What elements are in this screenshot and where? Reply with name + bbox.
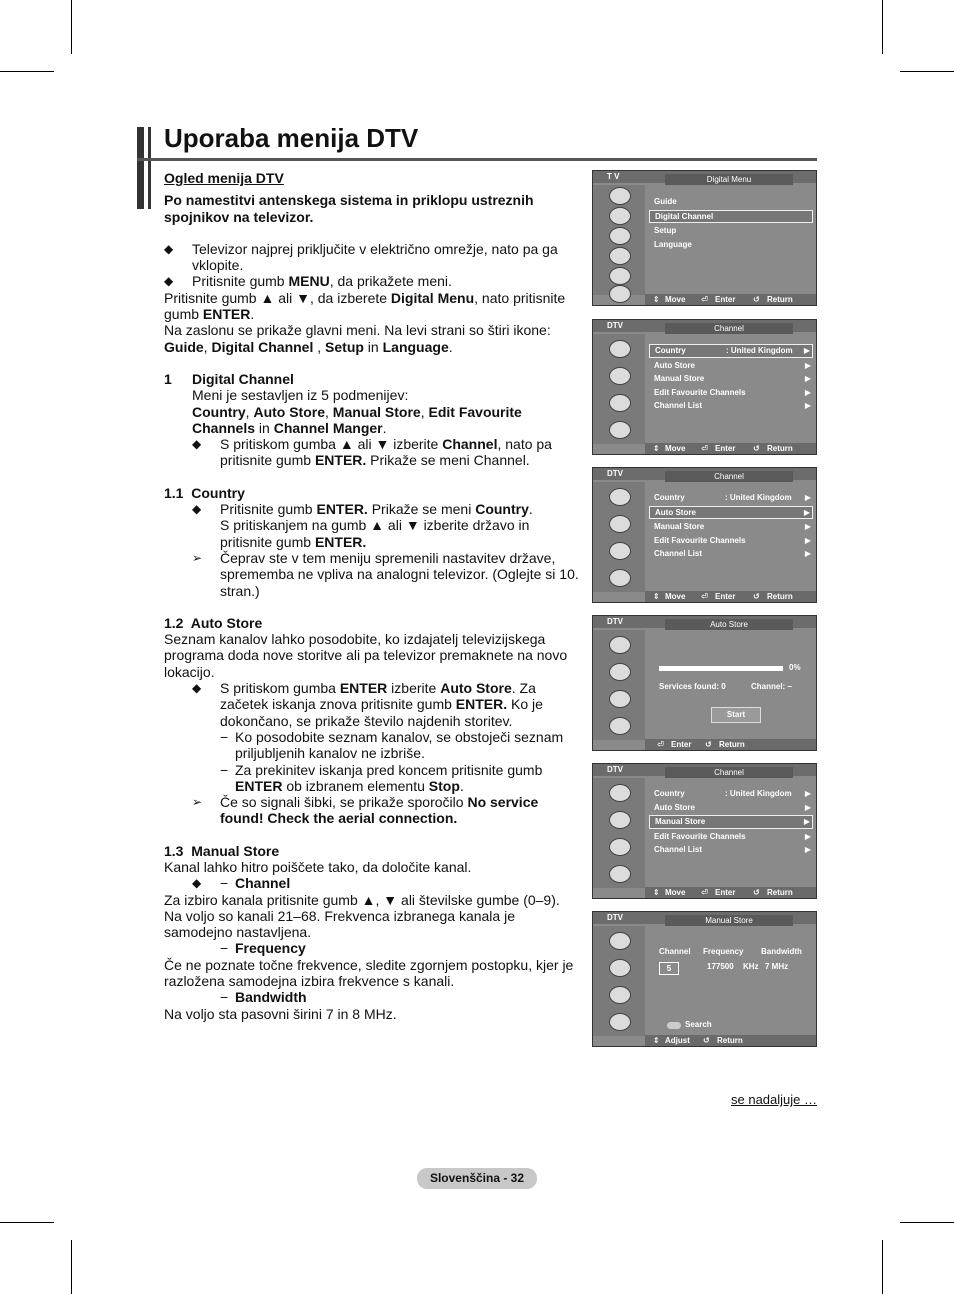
channel-readout: Channel: – [751,682,792,691]
hint-return: Return [767,592,793,601]
screen-title: Auto Store [665,619,793,630]
hint-return: Return [767,295,793,304]
hint-enter-icon: ⏎ [701,444,708,453]
list-item: − Za prekinitev iskanja pred koncem pritisnite gumb ENTER ob izbranem elementu Stop. [220,761,543,794]
hint-return-icon: ↺ [705,740,712,749]
guide-icon [609,932,631,950]
hint-enter: Enter [715,295,736,304]
menu-item[interactable] [649,372,813,386]
arrow-right-icon: ▶ [804,493,811,502]
list-item: − Ko posodobite seznam kanalov, se obstoječi seznam priljubljenih kanalov ne izbriše. [220,728,564,762]
crop-mark [882,0,883,54]
list-item: ◆ Televizor najprej priključite v električno omrežje, nato pa ga vklopite. [164,240,558,274]
menu-item-label: Channel List [654,845,703,854]
screen-manual-store [592,911,817,1047]
body-text [164,170,584,1022]
list-item: ◆ S pritiskom gumba ENTER izberite Auto Store. Za začetek iskanja znova pritisnite gumb ENTER. Ko je dokončano, se prikaže število najdenih storitev. [192,680,543,729]
screen-title: Channel [665,767,793,778]
progress-bar [659,666,783,671]
menu-item[interactable] [649,534,813,548]
menu-item[interactable] [649,399,813,413]
screen-digital-menu [592,170,817,306]
channel-icon [609,663,631,681]
arrow-right-icon: ▶ [804,802,811,812]
arrow-right-icon: ▶ [804,845,811,854]
crop-mark [0,1222,54,1223]
hint-return: Return [767,444,793,453]
country-value: : United Kingdom [726,346,793,355]
hint-enter-icon: ⏎ [657,740,664,749]
hint-return-icon: ↺ [753,888,760,897]
hint-adjust-icon: ⇕ [653,1036,660,1045]
arrow-right-icon: ▶ [803,346,810,355]
paragraph: Kanal lahko hitro poiščete tako, da določite kanal. [164,858,472,875]
hint-return-icon: ↺ [753,444,760,453]
menu-item-label: Channel List [654,549,703,558]
menu-item[interactable] [649,843,813,857]
screen-tag: DTV [607,913,623,922]
gear-icon [609,690,631,708]
paragraph: Na voljo sta pasovni širini 7 in 8 MHz. [164,1005,397,1022]
arrow-right-icon: ▶ [804,401,811,410]
paragraph: Če ne poznate točne frekvence, sledite zgornjem postopku, kjer je razložena samodejna izbira frekvence s kanali. [164,956,574,990]
crop-mark [900,71,954,72]
hint-move-icon: ⇕ [653,592,660,601]
arrow-right-icon: ▶ [804,522,811,531]
country-value: : United Kingdom [725,789,792,798]
menu-item-label: Auto Store [654,802,695,812]
menu-item[interactable] [649,520,813,534]
list-item: − Bandwidth [220,989,307,1006]
menu-item-label: Channel List [654,401,703,410]
col-channel: Channel [659,947,691,956]
list-item: − Frequency [220,940,306,957]
channel-icon [609,367,631,385]
search-button-icon[interactable] [667,1022,681,1029]
title-rule [137,158,817,161]
gear-icon [609,394,631,412]
hint-enter-icon: ⏎ [701,592,708,601]
crop-mark [882,1240,883,1294]
subsection-heading: 1.1 Country [164,484,245,501]
setup-icon [609,227,631,245]
arrow-right-icon: ▶ [804,549,811,558]
menu-item[interactable]: Digital Channel [649,210,813,224]
arrow-right-icon: ▶ [803,507,810,517]
list-item: ◆ S pritiskom gumba ▲ ali ▼ izberite Channel, nato pa pritisnite gumb ENTER. Prikaže se meni Channel. [192,436,552,469]
language-icon [609,717,631,735]
menu-item-label: Country [654,789,685,798]
hint-move: Move [665,592,686,601]
note: ➢ Čeprav ste v tem meniju spremenili nastavitev države, sprememba ne vpliva na analogni televizor. (Oglejte si 10. stran.) [192,549,579,599]
menu-item-label: Edit Favourite Channels [654,535,746,545]
menu-item[interactable] [649,801,813,815]
crop-mark [0,71,54,72]
menu-item[interactable]: Setup [654,226,677,235]
arrow-right-icon: ▶ [804,831,811,841]
menu-item-label: Manual Store [654,374,705,383]
hint-return: Return [767,888,793,897]
frequency-value: 177500 [707,962,734,971]
screen-channel-auto-store [592,467,817,603]
hint-return-icon: ↺ [753,295,760,304]
hint-enter: Enter [715,592,736,601]
hint-return-icon: ↺ [753,592,760,601]
menu-item[interactable] [649,491,813,505]
subsection-heading: 1.3 Manual Store [164,842,280,859]
hint-return: Return [717,1036,743,1045]
hint-move: Move [665,444,686,453]
guide-icon [609,187,631,205]
progress-percent: 0% [789,663,801,672]
screen-tag: DTV [607,321,623,330]
hint-enter-icon: ⏎ [701,888,708,897]
crop-mark [900,1222,954,1223]
gear-icon [609,542,631,560]
menu-item[interactable] [649,344,813,358]
channel-value-field[interactable]: 5 [659,962,679,975]
screen-tag: DTV [607,617,623,626]
gear-icon [609,986,631,1004]
menu-item-label: Auto Store [654,360,695,370]
arrow-right-icon: ▶ [804,789,811,798]
screen-tag: DTV [607,469,623,478]
screen-channel-manual-store [592,763,817,899]
screen-title: Channel [665,471,793,482]
language-icon [609,267,631,285]
gear-icon [609,838,631,856]
page-footer: Slovenščina - 32 [417,1168,537,1189]
channel-icon [609,515,631,533]
menu-item-label: Manual Store [654,522,705,531]
menu-item[interactable]: Guide [654,197,677,206]
screen-title: Channel [665,323,793,334]
hint-move: Move [665,295,686,304]
hint-enter: Enter [715,888,736,897]
arrow-right-icon: ▶ [803,817,810,826]
menu-item[interactable] [649,547,813,561]
language-icon [609,1013,631,1031]
menu-item-label: Edit Favourite Channels [654,831,746,841]
frequency-unit: KHz [743,962,759,971]
menu-item-label: Country [654,493,685,502]
menu-item[interactable] [649,359,813,373]
page-title: Uporaba menija DTV [164,123,419,153]
channel-icon [609,207,631,225]
hint-return: Return [719,740,745,749]
hint-move-icon: ⇕ [653,295,660,304]
arrow-right-icon: ▶ [804,360,811,370]
list-item: ◆ Pritisnite gumb MENU, da prikažete meni. [164,273,452,290]
intro-text: Po namestitvi antenskega sistema in priklopu ustreznih spojnikov na televizor. [164,192,534,225]
search-label: Search [685,1020,712,1029]
menu-item[interactable] [649,815,813,829]
arrow-right-icon: ▶ [804,374,811,383]
list-item: 1 Digital Channel Meni je sestavljen iz 5 podmenijev: Country, Auto Store, Manual Store, Edit Favourite Channels in Channel Manger. [164,370,522,436]
services-found: Services found: 0 [659,682,726,691]
subsection-heading: 1.2 Auto Store [164,614,263,631]
menu-item[interactable] [649,386,813,400]
menu-item[interactable]: Language [654,239,692,249]
menu-item-label: Country [655,346,686,355]
col-bandwidth: Bandwidth [761,947,802,956]
hint-enter: Enter [671,740,692,749]
arrow-right-icon: ▶ [804,535,811,545]
hint-move: Move [665,888,686,897]
paragraph: Seznam kanalov lahko posodobite, ko izdajatelj televizijskega programa doda nove storitve ali pa televizor premaknete na novo lokacijo. [164,631,568,680]
channel-icon [609,959,631,977]
col-frequency: Frequency [703,947,744,956]
title-bar-stripe [144,127,148,209]
screen-tag: DTV [607,765,623,774]
section-heading: Ogled menija DTV [164,170,284,186]
paragraph: Za izbiro kanala pritisnite gumb ▲, ▼ ali številske gumbe (0–9). Na voljo so kanali 21–68. Frekvenca izbranega kanala je samodejno nastavljena. [164,891,560,941]
input-icon [609,285,631,303]
crop-mark [71,0,72,54]
menu-item-label: Edit Favourite Channels [654,387,746,397]
screen-auto-store [592,615,817,751]
hint-move-icon: ⇕ [653,888,660,897]
start-button[interactable]: Start [711,707,761,723]
crop-mark [71,1240,72,1294]
guide-icon [609,488,631,506]
hint-enter: Enter [715,444,736,453]
screen-tag: T V [607,172,620,181]
screen-channel-country [592,319,817,455]
continues-link: se nadaljuje … [731,1092,817,1107]
guide-icon [609,784,631,802]
menu-item[interactable] [649,830,813,844]
arrow-right-icon: ▶ [804,387,811,397]
list-item: ◆ Pritisnite gumb ENTER. Prikaže se meni Country. S pritiskanjem na gumb ▲ ali ▼ izberite državo in pritisnite gumb ENTER. [192,501,533,550]
hint-enter-icon: ⏎ [701,295,708,304]
hint-move-icon: ⇕ [653,444,660,453]
guide-icon [609,636,631,654]
menu-item[interactable] [649,787,813,801]
language-icon [609,421,631,439]
hint-return-icon: ↺ [703,1036,710,1045]
guide-icon [609,340,631,358]
menu-item[interactable] [649,506,813,520]
gear-icon [609,247,631,265]
menu-item-label: Auto Store [655,507,696,517]
paragraph: Pritisnite gumb ▲ ali ▼, da izberete Digital Menu, nato pritisnite gumb ENTER. Na zaslonu se prikaže glavni meni. Na levi strani so štiri ikone: Guide, Digital Channel , Setup in Language. [164,289,566,355]
channel-icon [609,811,631,829]
screen-title: Digital Menu [665,174,793,185]
hint-adjust: Adjust [665,1036,690,1045]
menu-item-label: Manual Store [655,817,706,826]
screen-title: Manual Store [665,915,793,926]
list-item: ◆ − Channel [192,875,291,892]
language-icon [609,865,631,883]
country-value: : United Kingdom [725,493,792,502]
note: ➢ Če so signali šibki, se prikaže sporočilo No service found! Check the aerial connection. [192,794,539,827]
language-icon [609,569,631,587]
bandwidth-value: 7 MHz [765,962,789,971]
